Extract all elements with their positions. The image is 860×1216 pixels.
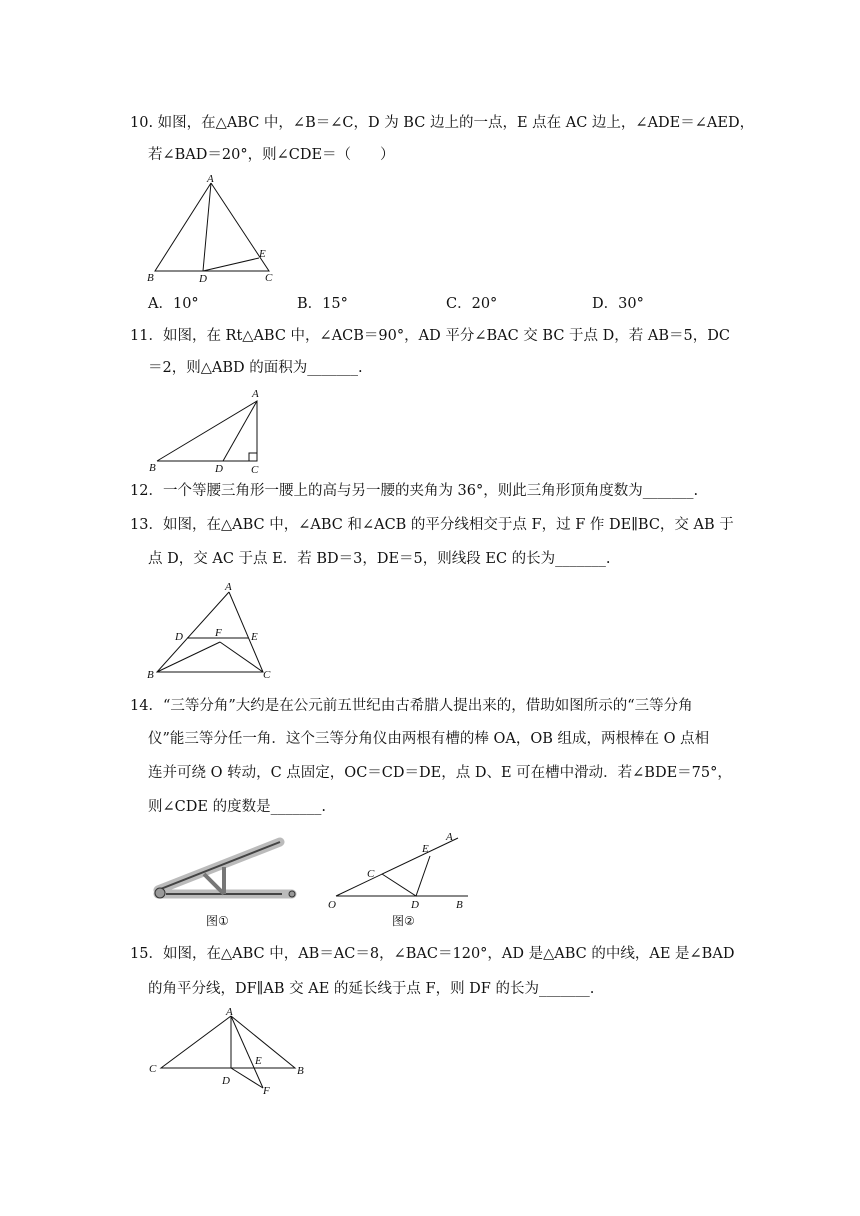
q10-line-1: 10. 如图，在△ABC 中，∠B＝∠C，D 为 BC 边上的一点，E 点在 AC 边上，∠ADE＝∠AED， — [130, 115, 755, 131]
q11-figure — [145, 385, 270, 477]
q10-option-d: D．30° — [592, 296, 644, 312]
q11-label-b: B — [149, 462, 156, 474]
q13-label-e: E — [251, 631, 258, 643]
q14-label-o: O — [328, 899, 336, 911]
q15-label-b: B — [297, 1065, 304, 1077]
q10-label-e: E — [259, 248, 266, 260]
q11-label-a: A — [252, 388, 259, 400]
q14-trisector-photo — [152, 832, 297, 904]
q13-label-c: C — [263, 669, 271, 681]
q15-label-e: E — [255, 1055, 262, 1067]
q14-line-2: 仪”能三等分任一角．这个三等分角仪由两根有槽的棒 OA，OB 组成，两根棒在 O 点相 — [148, 731, 710, 747]
q13-label-a: A — [225, 581, 232, 593]
q13-line-1: 13．如图，在△ABC 中，∠ABC 和∠ACB 的平分线相交于点 F，过 F 作 DE∥BC，交 AB 于 — [130, 517, 734, 533]
q14-label-d: D — [411, 899, 419, 911]
q14-line-3: 连并可绕 O 转动，C 点固定，OC＝CD＝DE，点 D、E 可在槽中滑动．若∠BDE＝75°， — [148, 765, 732, 781]
q15-label-a: A — [226, 1006, 233, 1018]
q11-label-c: C — [251, 464, 259, 476]
q15-label-c: C — [149, 1063, 157, 1075]
q15-line-1: 15．如图，在△ABC 中，AB＝AC＝8，∠BAC＝120°，AD 是△ABC 的中线，AE 是∠BAD — [130, 946, 735, 962]
q10-label-c: C — [265, 272, 273, 284]
q11-label-d: D — [215, 463, 223, 475]
q15-label-d: D — [222, 1075, 230, 1087]
q10-figure — [145, 175, 280, 285]
q10-label-b: B — [147, 272, 154, 284]
q13-line-2: 点 D，交 AC 于点 E．若 BD＝3，DE＝5，则线段 EC 的长为_______. — [148, 551, 611, 567]
q13-label-d: D — [175, 631, 183, 643]
q15-line-2: 的角平分线，DF∥AB 交 AE 的延长线于点 F，则 DF 的长为_______. — [148, 981, 595, 997]
q14-label-c: C — [367, 868, 375, 880]
q11-line-1: 11．如图，在 Rt△ABC 中，∠ACB＝90°，AD 平分∠BAC 交 BC 于点 D，若 AB＝5，DC — [130, 328, 730, 344]
q14-line-4: 则∠CDE 的度数是_______. — [148, 799, 326, 815]
q10-option-c: C．20° — [446, 296, 498, 312]
q15-label-f: F — [263, 1085, 270, 1097]
q13-figure — [145, 580, 280, 682]
q14-figure-2 — [322, 830, 472, 910]
q14-label-b: B — [456, 899, 463, 911]
q10-label-d: D — [199, 273, 207, 285]
q11-line-2: ＝2，则△ABD 的面积为_______. — [148, 360, 363, 376]
q10-label-a: A — [207, 173, 214, 185]
q10-line-2: 若∠BAD＝20°，则∠CDE＝（ ） — [148, 147, 395, 163]
q14-line-1: 14．“三等分角”大约是在公元前五世纪由古希腊人提出来的，借助如图所示的“三等分角 — [130, 698, 693, 714]
q14-label-e: E — [422, 843, 429, 855]
q14-label-a: A — [446, 831, 453, 843]
q13-label-b: B — [147, 669, 154, 681]
q13-label-f: F — [215, 627, 222, 639]
q14-caption-2: 图② — [392, 914, 415, 928]
q12-line-1: 12．一个等腰三角形一腰上的高与另一腰的夹角为 36°，则此三角形顶角度数为_______. — [130, 483, 699, 499]
q10-option-b: B．15° — [297, 296, 348, 312]
q14-caption-1: 图① — [206, 914, 229, 928]
q10-option-a: A．10° — [148, 296, 199, 312]
q15-figure — [145, 1004, 315, 1099]
